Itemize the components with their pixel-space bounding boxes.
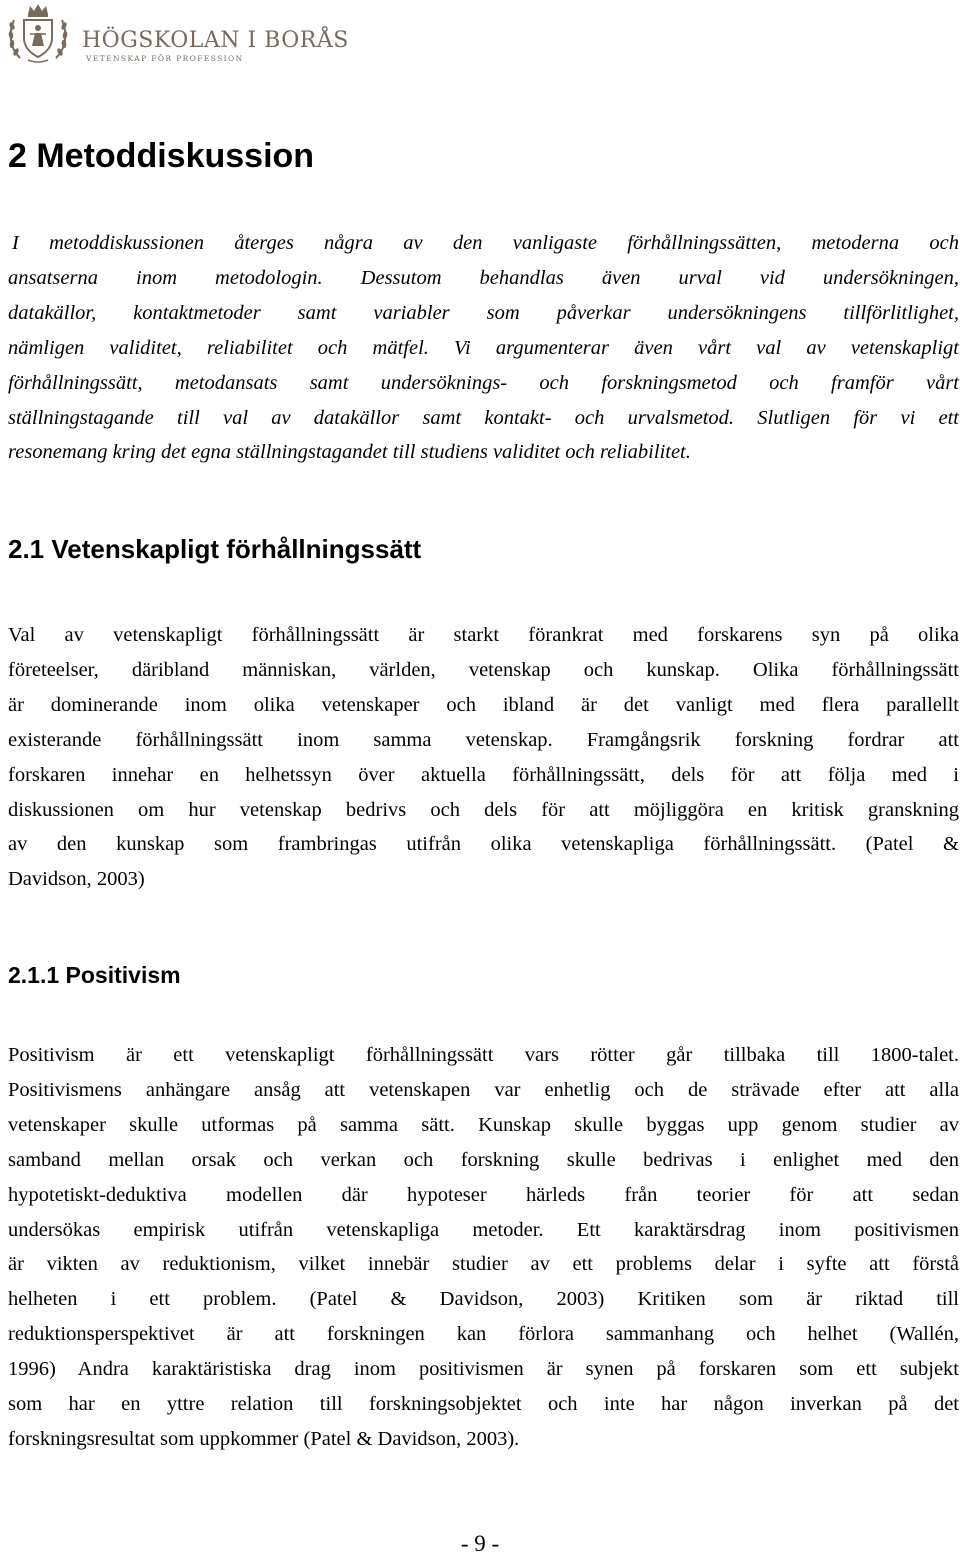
intro-line: förhållningssätt, metodansats samt undersöknings- och forskningsmetod och framför vårt [8, 371, 959, 394]
paragraph-line: 1996) Andra karaktäristiska drag inom positivismen är synen på forskaren som ett subjekt [8, 1358, 959, 1381]
paragraph-line: Davidson, 2003) [8, 868, 145, 891]
paragraph-line: hypotetiskt-deduktiva modellen där hypoteser härleds från teorier för att sedan [8, 1183, 959, 1206]
intro-paragraph [8, 226, 959, 470]
chapter-heading: 2 Metoddiskussion [8, 137, 315, 175]
university-logo [6, 2, 349, 66]
paragraph-line: undersökas empirisk utifrån vetenskapliga metoder. Ett karaktärsdrag inom positivismen [8, 1218, 959, 1241]
paragraph-line: vetenskaper skulle utformas på samma sätt. Kunskap skulle byggas upp genom studier av [8, 1113, 959, 1136]
intro-line: I metoddiskussionen återges några av den vanligaste förhållningssätten, metoderna och [12, 232, 959, 254]
paragraph-line: Val av vetenskapligt förhållningssätt är starkt förankrat med forskarens syn på olika [8, 624, 959, 646]
paragraph-line: diskussionen om hur vetenskap bedrivs och dels för att möjliggöra en kritisk granskning [8, 798, 959, 821]
section-heading: 2.1 Vetenskapligt förhållningssätt [8, 534, 422, 564]
positivism-paragraph [8, 1038, 959, 1457]
paragraph-line: reduktionsperspektivet är att forskningen kan förlora sammanhang och helhet (Wallén, [8, 1323, 959, 1346]
university-seal-icon [6, 2, 70, 66]
logo-name: HÖGSKOLAN I BORÅS [82, 28, 349, 53]
subsection-heading: 2.1.1 Positivism [8, 962, 181, 988]
vetenskapligt-paragraph [8, 618, 959, 897]
intro-line: datakällor, kontaktmetoder samt variabler som påverkar undersökningens tillförlitlighet, [8, 301, 959, 324]
paragraph-line: av den kunskap som frambringas utifrån olika vetenskapliga förhållningssätt. (Patel & [8, 833, 959, 856]
paragraph-line: existerande förhållningssätt inom samma vetenskap. Framgångsrik forskning fordrar att [8, 728, 959, 751]
paragraph-line: är dominerande inom olika vetenskaper och ibland är det vanligt med flera parallellt [8, 693, 959, 716]
paragraph-line: företeelser, däribland människan, världen, vetenskap och kunskap. Olika förhållningssätt [8, 658, 959, 681]
page-number: - 9 - [460, 1531, 500, 1556]
paragraph-line: forskningsresultat som uppkommer (Patel & Davidson, 2003). [8, 1427, 520, 1450]
paragraph-line: som har en yttre relation till forskningsobjektet och inte har någon inverkan på det [8, 1393, 959, 1416]
logo-tagline: VETENSKAP FÖR PROFESSION [86, 54, 244, 63]
paragraph-line: forskaren innehar en helhetssyn över aktuella förhållningssätt, dels för att följa med i [8, 763, 959, 786]
paragraph-line: samband mellan orsak och verkan och forskning skulle bedrivas i enlighet med den [8, 1148, 959, 1171]
paragraph-line: Positivismens anhängare ansåg att vetenskapen var enhetlig och de strävade efter att alla [8, 1078, 959, 1101]
intro-line: resonemang kring det egna ställningstagandet till studiens validitet och reliabilitet. [8, 441, 691, 464]
intro-line: ansatserna inom metodologin. Dessutom behandlas även urval vid undersökningen, [8, 266, 959, 289]
intro-line: nämligen validitet, reliabilitet och mätfel. Vi argumenterar även vårt val av vetenskapligt [8, 336, 959, 359]
paragraph-line: Positivism är ett vetenskapligt förhållningssätt vars rötter går tillbaka till 1800-talet. [8, 1044, 959, 1066]
intro-line: ställningstagande till val av datakällor samt kontakt- och urvalsmetod. Slutligen för vi ett [8, 406, 959, 429]
paragraph-line: är vikten av reduktionism, vilket innebär studier av ett problems delar i syfte att förstå [8, 1253, 959, 1276]
paragraph-line: helheten i ett problem. (Patel & Davidson, 2003) Kritiken som är riktad till [8, 1288, 959, 1311]
